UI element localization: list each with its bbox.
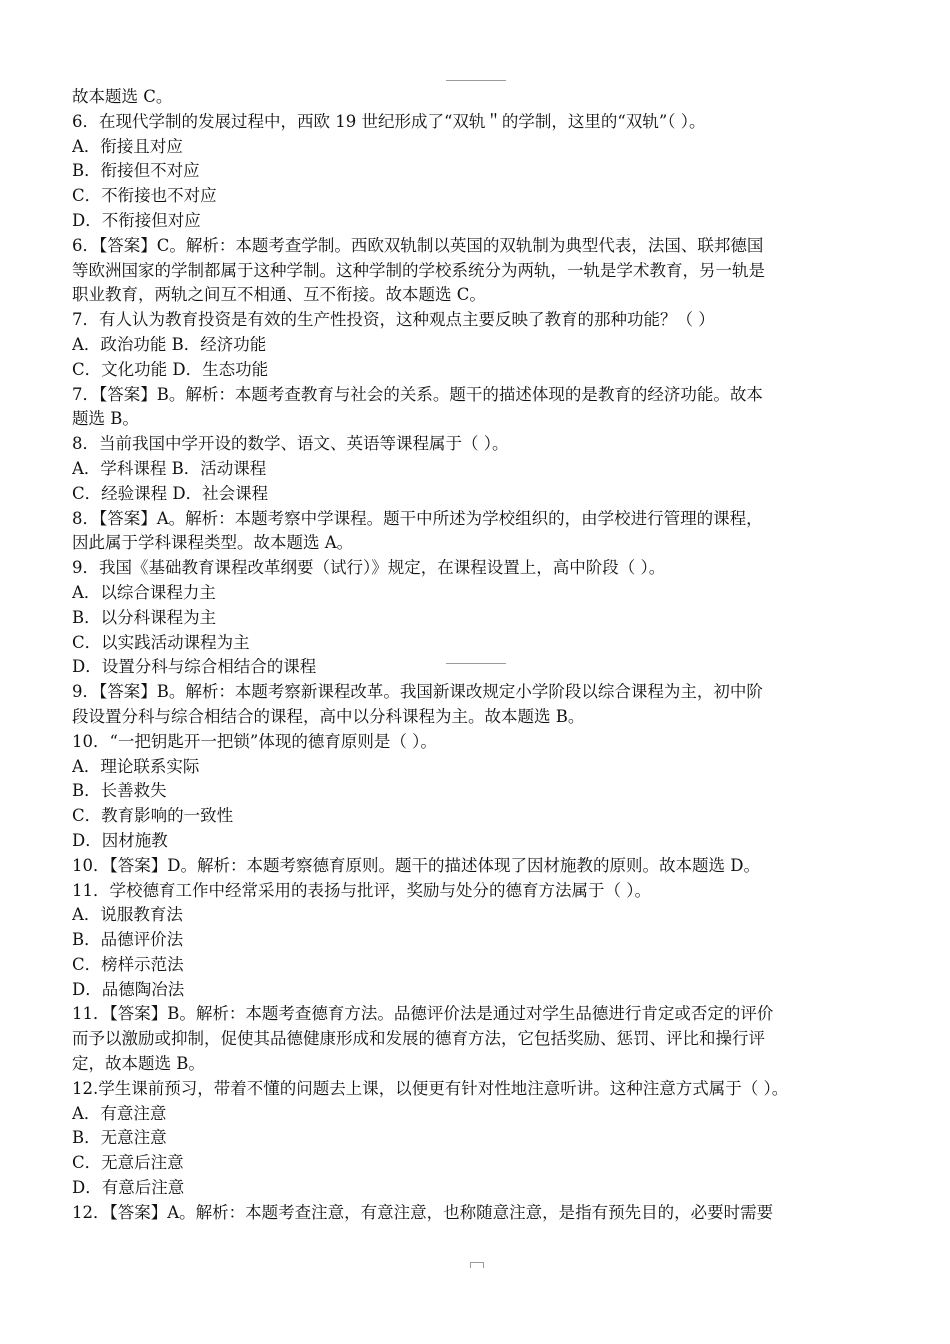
option-c: C．以实践活动课程为主 xyxy=(72,632,250,652)
answer-11: 11．【答案】B。解析：本题考查德育方法。品德评价法是通过对学生品德进行肯定或否定的评价 xyxy=(72,1004,774,1024)
answer-7: 7．【答案】B。解析：本题考查教育与社会的关系。题干的描述体现的是教育的经济功能。故本 xyxy=(72,384,763,404)
question-7: 7．有人认为教育投资是有效的生产性投资，这种观点主要反映了教育的那种功能？（ ） xyxy=(72,310,715,330)
option-a: A．有意注意 xyxy=(72,1103,167,1123)
answer-8-cont: 因此属于学科课程类型。故本题选 A。 xyxy=(72,533,354,553)
answer-10: 10．【答案】D。解析：本题考察德育原则。题干的描述体现了因材施教的原则。故本题选 D。 xyxy=(72,855,760,875)
option-a: A．以综合课程力主 xyxy=(72,582,216,602)
answer-6-cont: 职业教育，两轨之间互不相通、互不衔接。故本题选 C。 xyxy=(72,285,486,305)
option-a: A．衔接且对应 xyxy=(72,136,183,156)
document-body xyxy=(72,85,884,1226)
option-b: B．以分科课程为主 xyxy=(72,607,217,627)
option-a: A．理论联系实际 xyxy=(72,756,200,776)
options-ab: A．政治功能 B．经济功能 xyxy=(72,334,267,354)
option-b: B．衔接但不对应 xyxy=(72,161,200,181)
option-c: C．榜样示范法 xyxy=(72,954,184,974)
option-c: C．教育影响的一致性 xyxy=(72,806,234,826)
option-c: C．无意后注意 xyxy=(72,1153,184,1173)
question-8: 8．当前我国中学开设的数学、语文、英语等课程属于（ ）。 xyxy=(72,434,509,454)
options-cd: C．经验课程 D．社会课程 xyxy=(72,483,269,503)
answer-12: 12．【答案】A。解析：本题考查注意，有意注意，也称随意注意，是指有预先目的，必要时需要 xyxy=(72,1202,774,1222)
option-d: D．不衔接但对应 xyxy=(72,210,201,230)
option-b: B．品德评价法 xyxy=(72,930,184,950)
option-a: A．说服教育法 xyxy=(72,905,183,925)
option-d: D．品德陶冶法 xyxy=(72,979,185,999)
page-bottom-mark xyxy=(470,1262,484,1268)
question-9: 9．我国《基础教育课程改革纲要（试行）》规定，在课程设置上，高中阶段（ ）。 xyxy=(72,558,666,578)
text-line: 故本题选 C。 xyxy=(72,87,173,106)
answer-9-cont: 段设置分科与综合相结合的课程，高中以分科课程为主。故本题选 B。 xyxy=(72,706,585,726)
question-6: 6．在现代学制的发展过程中，西欧 19 世纪形成了“双轨＂的学制，这里的“双轨”（ ）。 xyxy=(72,111,706,131)
option-d: D．因材施教 xyxy=(72,830,168,850)
answer-6-cont: 等欧洲国家的学制都属于这种学制。这种学制的学校系统分为两轨，一轨是学术教育，另一轨是 xyxy=(72,260,765,280)
options-cd: C．文化功能 D．生态功能 xyxy=(72,359,269,379)
option-b: B．长善救失 xyxy=(72,781,167,801)
options-ab: A．学科课程 B．活动课程 xyxy=(72,458,267,478)
option-c: C．不衔接也不对应 xyxy=(72,186,217,206)
answer-6: 6．【答案】C。解析：本题考查学制。西欧双轨制以英国的双轨制为典型代表，法国、联邦德国 xyxy=(72,235,764,255)
question-11: 11．学校德育工作中经常采用的表扬与批评，奖励与处分的德育方法属于（ ）。 xyxy=(72,880,651,900)
question-10: 10．“一把钥匙开一把锁”体现的德育原则是（ ）。 xyxy=(72,731,437,751)
option-b: B．无意注意 xyxy=(72,1128,167,1148)
question-12: 12.学生课前预习，带着不懂的问题去上课，以便更有针对性地注意听讲。这种注意方式属于（ ）。 xyxy=(72,1078,789,1098)
answer-7-cont: 题选 B。 xyxy=(72,409,139,429)
page-top-mark xyxy=(446,80,506,81)
option-d: D．有意后注意 xyxy=(72,1178,185,1198)
answer-11-cont: 而予以激励或抑制，促使其品德健康形成和发展的德育方法，它包括奖励、惩罚、评比和操行评 xyxy=(72,1029,765,1049)
answer-8: 8．【答案】A。解析：本题考察中学课程。题干中所述为学校组织的，由学校进行管理的课程， xyxy=(72,508,763,528)
answer-9: 9．【答案】B。解析：本题考察新课程改革。我国新课改规定小学阶段以综合课程为主，初中阶 xyxy=(72,682,763,702)
answer-11-cont: 定，故本题选 B。 xyxy=(72,1054,205,1074)
option-d: D．设置分科与综合相结合的课程 xyxy=(72,657,317,677)
